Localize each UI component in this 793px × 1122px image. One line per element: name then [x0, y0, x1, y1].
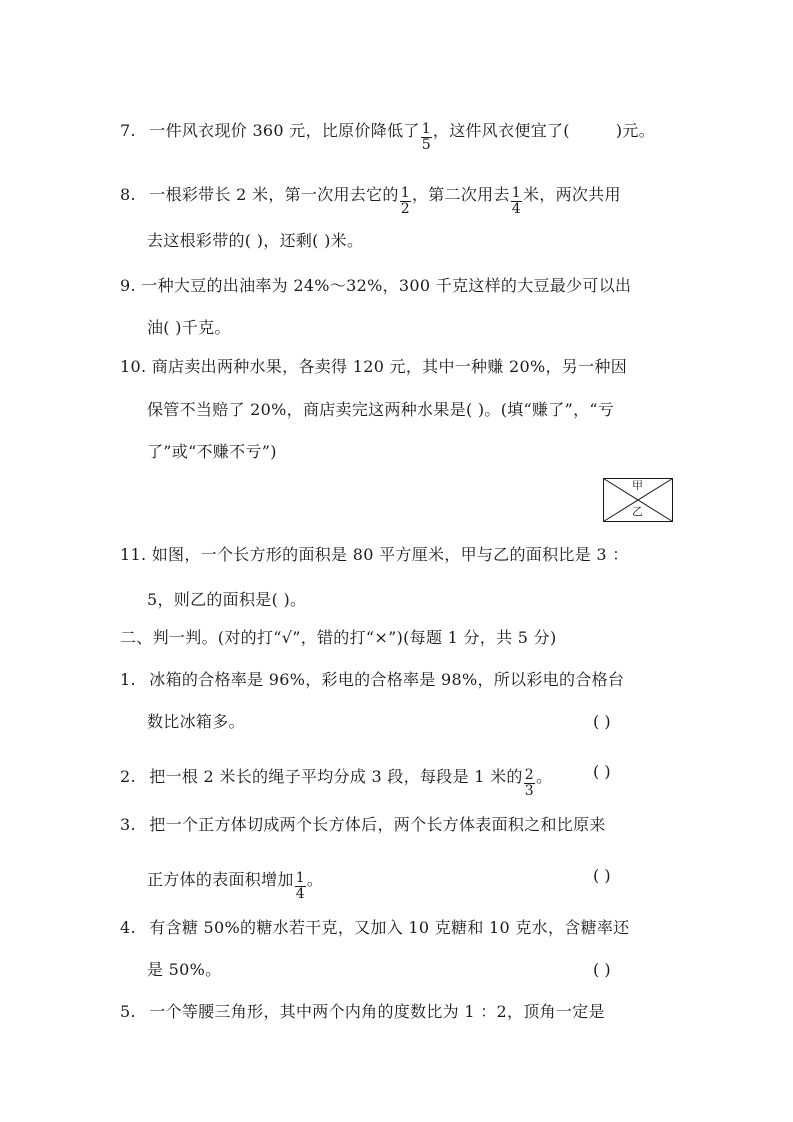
question-number: 4.: [120, 918, 136, 937]
question-number: 10.: [120, 357, 147, 376]
diagram-label-yi: 乙: [632, 505, 643, 518]
question-text: 正方体的表面积增加: [147, 870, 294, 889]
question-text: 一个等腰三角形，其中两个内角的度数比为 1 ：2，顶角一定是: [149, 1002, 605, 1021]
fraction: $\frac{1}{5}$: [421, 121, 431, 153]
question-text: ，第二次用去: [411, 185, 510, 204]
question-text: 有含糖 50%的糖水若干克，又加入 10 克糖和 10 克水，含糖率还: [149, 918, 630, 937]
question-text: 商店卖出两种水果，各卖得 120 元，其中一种赚 20%，另一种因: [151, 357, 628, 376]
diagram-label-jia: 甲: [632, 479, 643, 492]
question-text: ，这件风衣便宜了(: [432, 121, 570, 140]
question-10: [120, 357, 627, 377]
question-text: 冰箱的合格率是 96%，彩电的合格率是 98%，所以彩电的合格台: [149, 670, 625, 689]
answer-paren-1[interactable]: ( ): [593, 712, 611, 731]
judge-item-2: [120, 762, 553, 799]
question-number: 5.: [120, 1002, 136, 1021]
judge-item-3-line2: [147, 865, 324, 902]
question-7: [120, 116, 656, 153]
judge-item-1-line2: [147, 712, 245, 732]
question-text: 去这根彩带的( )，还剩( )米。: [147, 231, 364, 250]
answer-paren-3[interactable]: ( ): [593, 866, 611, 885]
fraction: $\frac{1}{4}$: [295, 870, 305, 902]
question-text: 油( )千克。: [147, 318, 231, 337]
question-text: 5，则乙的面积是( )。: [147, 590, 307, 609]
question-11: [120, 545, 629, 565]
question-text: 保管不当赔了 20%，商店卖完这两种水果是( )。(填“赚了”，“亏: [147, 400, 615, 419]
question-text: 一种大豆的出油率为 24%～32%，300 千克这样的大豆最少可以出: [141, 276, 632, 295]
question-number: 11.: [120, 545, 147, 564]
question-number: 7.: [120, 121, 136, 140]
judge-item-5: [120, 1002, 605, 1022]
question-text: 。: [306, 870, 324, 889]
question-number: 1.: [120, 670, 136, 689]
fraction: $\frac{1}{4}$: [511, 185, 521, 217]
rectangle-diagram: [603, 478, 673, 522]
fraction: $\frac{1}{2}$: [400, 185, 410, 217]
answer-paren-2[interactable]: ( ): [593, 762, 611, 781]
question-9: [120, 276, 631, 296]
question-text: 。: [535, 767, 553, 786]
question-text: 一件风衣现价 360 元，比原价降低了: [149, 121, 420, 140]
section-title: 二、判一判。(对的打“√”，错的打“×”)(每题 1 分，共 5 分): [120, 628, 557, 647]
question-10-line3: [147, 442, 277, 462]
question-text: 一根彩带长 2 米，第一次用去它的: [149, 185, 399, 204]
question-11-line2: [147, 590, 306, 610]
question-text: 把一个正方体切成两个长方体后，两个长方体表面积之和比原来: [149, 815, 606, 834]
question-number: 2.: [120, 767, 136, 786]
judge-item-1: [120, 670, 624, 690]
question-8: [120, 180, 621, 217]
fraction: $\frac{2}{3}$: [524, 767, 534, 799]
judge-item-4-line2: [147, 960, 221, 980]
question-number: 9.: [120, 276, 136, 295]
question-8-line2: [147, 231, 363, 251]
question-number: 3.: [120, 815, 136, 834]
answer-paren-4[interactable]: ( ): [593, 960, 611, 979]
question-text: 数比冰箱多。: [147, 712, 245, 731]
judge-item-4: [120, 918, 629, 938]
question-text: 了”或“不赚不亏”): [147, 442, 277, 461]
question-text: 米，两次共用: [522, 185, 621, 204]
question-text: 如图，一个长方形的面积是 80 平方厘米，甲与乙的面积比是 3 ：: [151, 545, 629, 564]
judge-item-3: [120, 815, 606, 835]
section-heading: [120, 628, 557, 648]
question-text: 把一根 2 米长的绳子平均分成 3 段，每段是 1 米的: [149, 767, 523, 786]
question-9-line2: [147, 318, 231, 338]
question-text: )元。: [615, 121, 656, 140]
question-number: 8.: [120, 185, 136, 204]
question-10-line2: [147, 400, 614, 420]
question-text: 是 50%。: [147, 960, 222, 979]
